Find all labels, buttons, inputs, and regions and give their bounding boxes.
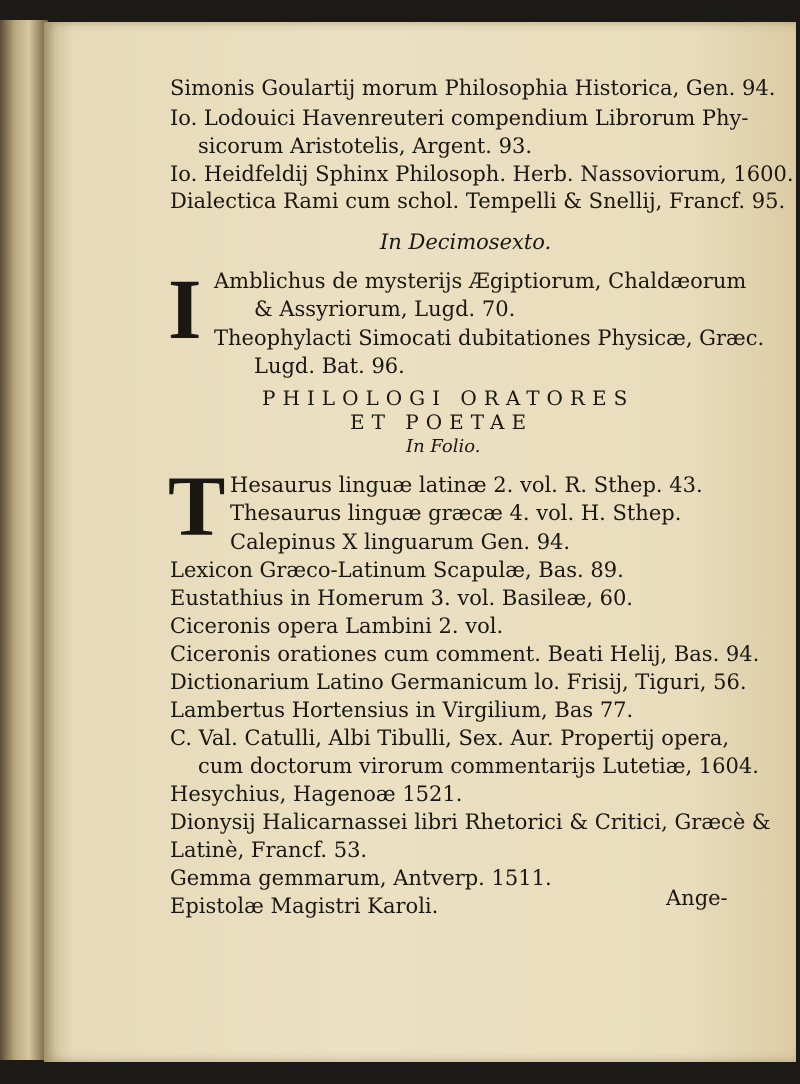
entry-line: Eustathius in Homerum 3. vol. Basileæ, 60. bbox=[170, 586, 633, 610]
section-heading: ET POETAE bbox=[350, 410, 534, 434]
entry-line: Dictionarium Latino Germanicum lo. Frisij, Tiguri, 56. bbox=[170, 670, 747, 694]
entry-line: Ciceronis orationes cum comment. Beati Helij, Bas. 94. bbox=[170, 642, 760, 666]
entry-line: Lexicon Græco-Latinum Scapulæ, Bas. 89. bbox=[170, 558, 624, 582]
entry-line: Amblichus de mysterijs Ægiptiorum, Chaldæorum bbox=[214, 269, 747, 293]
entry-line: Gemma gemmarum, Antverp. 1511. bbox=[170, 866, 552, 890]
entry-line: & Assyriorum, Lugd. 70. bbox=[254, 297, 516, 321]
entry-line: Epistolæ Magistri Karoli. bbox=[170, 894, 439, 918]
entry-line: sicorum Aristotelis, Argent. 93. bbox=[198, 134, 533, 158]
entry-line: Dionysij Halicarnassei libri Rhetorici & Critici, Græcè & bbox=[170, 810, 771, 834]
entry-line: Dialectica Rami cum schol. Tempelli & Snellij, Francf. 95. bbox=[170, 189, 786, 213]
entry-line: Thesaurus linguæ græcæ 4. vol. H. Sthep. bbox=[230, 501, 682, 525]
entry-line: cum doctorum virorum commentarijs Lutetiæ, 1604. bbox=[198, 754, 759, 778]
entry-line: Theophylacti Simocati dubitationes Physicæ, Græc. bbox=[214, 326, 765, 350]
entry-line: Hesaurus linguæ latinæ 2. vol. R. Sthep. 43. bbox=[230, 473, 703, 497]
entry-line: Lugd. Bat. 96. bbox=[254, 354, 405, 378]
entry-line: C. Val. Catulli, Albi Tibulli, Sex. Aur. Propertij opera, bbox=[170, 726, 730, 750]
entry-line: Io. Lodouici Havenreuteri compendium Librorum Phy- bbox=[170, 106, 749, 130]
entry-line: Calepinus X linguarum Gen. 94. bbox=[230, 530, 571, 554]
catchword: Ange- bbox=[666, 886, 728, 910]
entry-line: Simonis Goulartij morum Philosophia Historica, Gen. 94. bbox=[170, 76, 776, 100]
drop-cap: I bbox=[168, 261, 202, 357]
entry-line: Hesychius, Hagenoæ 1521. bbox=[170, 782, 463, 806]
section-heading: In Decimosexto. bbox=[380, 230, 552, 254]
entry-line: Ciceronis opera Lambini 2. vol. bbox=[170, 614, 504, 638]
section-heading: PHILOLOGI ORATORES bbox=[262, 386, 635, 410]
entry-line: Io. Heidfeldij Sphinx Philosoph. Herb. Nassoviorum, 1600. bbox=[170, 162, 794, 186]
entry-line: Latinè, Francf. 53. bbox=[170, 838, 368, 862]
section-subheading: In Folio. bbox=[406, 436, 481, 457]
drop-cap: T bbox=[168, 458, 226, 554]
book-gutter bbox=[0, 20, 48, 1060]
entry-line: Lambertus Hortensius in Virgilium, Bas 77. bbox=[170, 698, 634, 722]
